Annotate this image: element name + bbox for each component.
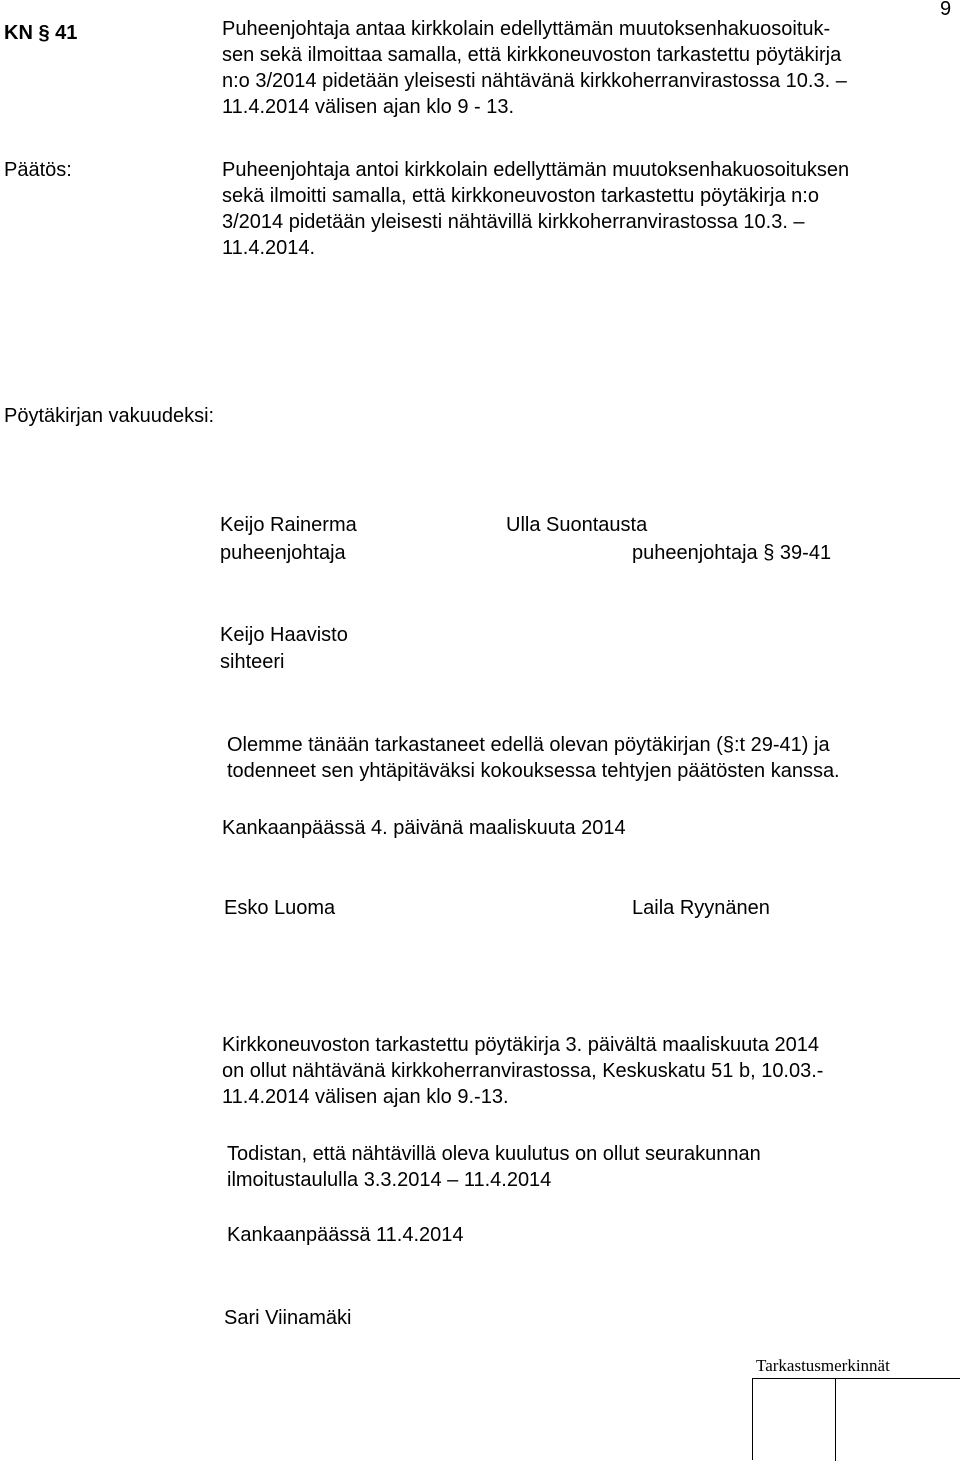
page-number: 9 (940, 0, 952, 20)
display-line: Kirkkoneuvoston tarkastettu pöytäkirja 3. päivältä maaliskuuta 2014 (222, 1034, 820, 1056)
decision-line: 11.4.2014. (222, 237, 316, 259)
chair-role: puheenjohtaja (220, 542, 346, 564)
secretary-name: Keijo Haavisto (220, 624, 348, 646)
kn-label: KN (4, 22, 33, 44)
kn-number: 41 (55, 22, 78, 44)
marks-box-label: Tarkastusmerkinnät (756, 1356, 890, 1375)
section-symbol: § (38, 22, 50, 44)
chair2-role: puheenjohtaja § 39-41 (632, 542, 832, 564)
notice-signer: Sari Viinamäki (224, 1307, 352, 1329)
notice-place-date: Kankaanpäässä 11.4.2014 (227, 1224, 464, 1246)
review-line: Olemme tänään tarkastaneet edellä olevan pöytäkirjan (§:t 29-41) ja (227, 734, 830, 756)
chair2-name: Ulla Suontausta (506, 514, 648, 536)
review-line: todenneet sen yhtäpitäväksi kokouksessa tehtyjen päätösten kanssa. (227, 760, 840, 782)
secretary-role: sihteeri (220, 651, 285, 673)
decision-line: Puheenjohtaja antoi kirkkolain edellyttämän muutoksenhakuosoituksen (222, 159, 850, 181)
decision-line: sekä ilmoitti samalla, että kirkkoneuvoston tarkastettu pöytäkirja n:o (222, 185, 819, 207)
reviewer-2: Laila Ryynänen (632, 897, 770, 919)
section-label (4, 20, 77, 46)
notice-line: Todistan, että nähtävillä oleva kuulutus on ollut seurakunnan (227, 1143, 761, 1165)
display-line: on ollut nähtävänä kirkkoherranvirastossa, Keskuskatu 51 b, 10.03.- (222, 1060, 824, 1082)
reviewer-1: Esko Luoma (224, 897, 336, 919)
marks-box-divider (835, 1379, 836, 1461)
decision-line: 3/2014 pidetään yleisesti nähtävillä kirkkoherranvirastossa 10.3. – (222, 211, 805, 233)
proposal-line: 11.4.2014 välisen ajan klo 9 - 13. (222, 96, 515, 118)
notice-line: ilmoitustaululla 3.3.2014 – 11.4.2014 (227, 1169, 552, 1191)
chair-name: Keijo Rainerma (220, 514, 357, 536)
certification-heading: Pöytäkirjan vakuudeksi: (4, 405, 215, 427)
marks-box (752, 1378, 960, 1460)
decision-label: Päätös: (4, 159, 72, 181)
proposal-line: sen sekä ilmoittaa samalla, että kirkkoneuvoston tarkastettu pöytäkirja (222, 44, 842, 66)
proposal-line: n:o 3/2014 pidetään yleisesti nähtävänä kirkkoherranvirastossa 10.3. – (222, 70, 847, 92)
review-place-date: Kankaanpäässä 4. päivänä maaliskuuta 2014 (222, 817, 626, 839)
display-line: 11.4.2014 välisen ajan klo 9.-13. (222, 1086, 509, 1108)
proposal-line: Puheenjohtaja antaa kirkkolain edellyttämän muutoksenhakuosoituk- (222, 18, 831, 40)
